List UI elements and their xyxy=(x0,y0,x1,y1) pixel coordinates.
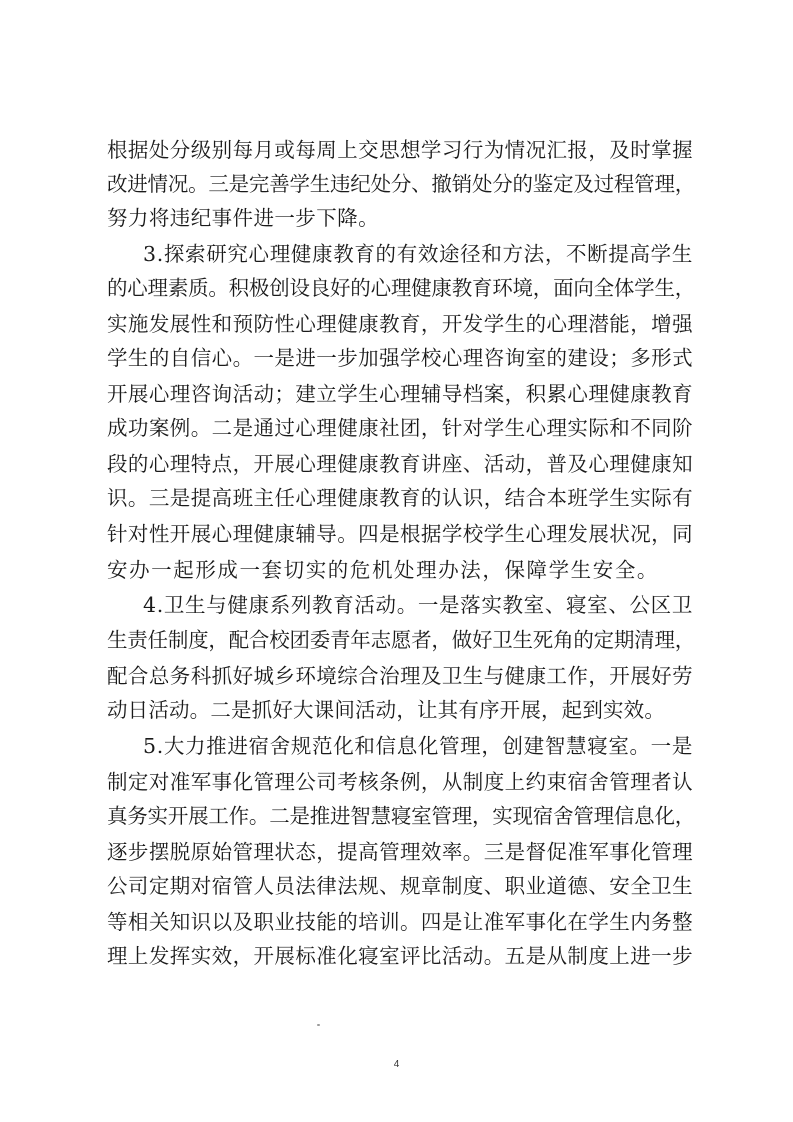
text-line xyxy=(0,871,793,901)
scan-speck xyxy=(317,1024,320,1026)
text-line xyxy=(0,801,793,831)
text-line xyxy=(0,203,793,233)
line-text: 3.探索研究心理健康教育的有效途径和方法，不断提高学生 xyxy=(143,242,693,266)
line-text: 根据处分级别每月或每周上交思想学习行为情况汇报，及时掌握 xyxy=(107,138,694,162)
line-text: 公司定期对宿管人员法律法规、规章制度、职业道德、安全卫生 xyxy=(107,874,694,898)
text-line xyxy=(0,413,793,443)
text-line xyxy=(0,837,793,867)
text-line xyxy=(0,661,793,691)
text-line xyxy=(0,907,793,937)
text-line xyxy=(0,695,793,725)
line-text: 安办一起形成一套切实的危机处理办法，保障学生安全。 xyxy=(107,558,659,582)
line-text: 针对性开展心理健康辅导。四是根据学校学生心理发展状况，同 xyxy=(107,522,694,546)
text-line xyxy=(0,731,793,761)
line-text: 识。三是提高班主任心理健康教育的认识，结合本班学生实际有 xyxy=(107,486,694,510)
line-text: 动日活动。二是抓好大课间活动，让其有序开展，起到实效。 xyxy=(107,698,666,722)
text-line xyxy=(0,483,793,513)
text-line xyxy=(0,449,793,479)
text-line xyxy=(0,309,793,339)
line-text: 学生的自信心。一是进一步加强学校心理咨询室的建设；多形式 xyxy=(107,346,694,370)
line-text: 5.大力推进宿舍规范化和信息化管理，创建智慧寝室。一是 xyxy=(143,734,693,758)
line-text: 制定对准军事化管理公司考核条例，从制度上约束宿舍管理者认 xyxy=(107,770,694,794)
line-text: 实施发展性和预防性心理健康教育，开发学生的心理潜能，增强 xyxy=(107,312,694,336)
line-text: 理上发挥实效，开展标准化寝室评比活动。五是从制度上进一步 xyxy=(107,944,694,968)
line-text: 开展心理咨询活动；建立学生心理辅导档案，积累心理健康教育 xyxy=(107,382,694,406)
page-number: 4 xyxy=(393,1059,400,1070)
line-text: 努力将违纪事件进一步下降。 xyxy=(107,206,379,230)
text-line xyxy=(0,239,793,269)
text-line xyxy=(0,343,793,373)
line-text: 等相关知识以及职业技能的培训。四是让准军事化在学生内务整 xyxy=(107,910,694,934)
text-line xyxy=(0,519,793,549)
text-line xyxy=(0,941,793,971)
line-text: 的心理素质。积极创设良好的心理健康教育环境，面向全体学生， xyxy=(107,276,696,300)
line-text: 配合总务科抓好城乡环境综合治理及卫生与健康工作，开展好劳 xyxy=(107,664,694,688)
line-text: 逐步摆脱原始管理状态，提高管理效率。三是督促准军事化管理 xyxy=(107,840,694,864)
line-text: 真务实开展工作。二是推进智慧寝室管理，实现宿舍管理信息化， xyxy=(107,804,696,828)
text-line xyxy=(0,379,793,409)
text-line xyxy=(0,555,793,585)
line-text: 4.卫生与健康系列教育活动。一是落实教室、寝室、公区卫 xyxy=(143,593,693,617)
text-line xyxy=(0,169,793,199)
line-text: 段的心理特点，开展心理健康教育讲座、活动，普及心理健康知 xyxy=(107,452,694,476)
text-line xyxy=(0,590,793,620)
text-line xyxy=(0,625,793,655)
line-text: 生责任制度，配合校团委青年志愿者，做好卫生死角的定期清理， xyxy=(107,628,696,652)
text-line xyxy=(0,767,793,797)
line-text: 成功案例。二是通过心理健康社团，针对学生心理实际和不同阶 xyxy=(107,416,694,440)
text-line xyxy=(0,273,793,303)
line-text: 改进情况。三是完善学生违纪处分、撤销处分的鉴定及过程管理， xyxy=(107,172,696,196)
text-line xyxy=(0,135,793,165)
